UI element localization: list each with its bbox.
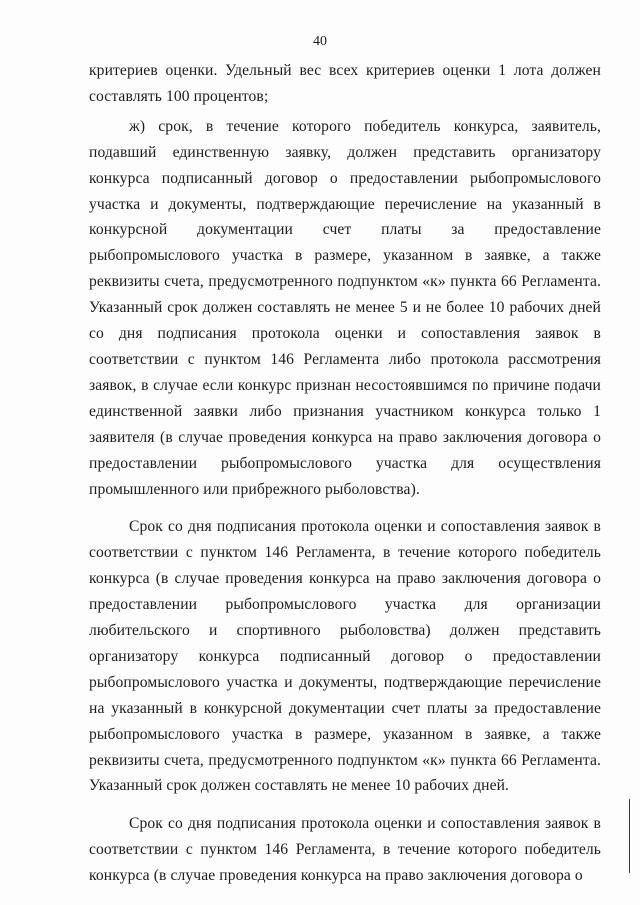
paragraph-next-term: Срок со дня подписания протокола оценки и сопоставления заявок в соответствии с пунктом 146 Регламента, в течение которого победитель конкурса (в случае проведения конкурса на право заключения договора о <box>89 815 601 885</box>
paragraph-criteria-weight: критериев оценки. Удельный вес всех критериев оценки 1 лота должен составлять 100 процентов; <box>89 62 601 105</box>
page-number: 40 <box>313 34 327 49</box>
document-body <box>89 58 601 889</box>
scan-edge-mark <box>629 799 630 873</box>
paragraph-amateur-fishing-term: Срок со дня подписания протокола оценки и сопоставления заявок в соответствии с пунктом 146 Регламента, в течение которого победитель конкурса (в случае проведения конкурса на право заключения договора о предоставлении рыбопромыслового участка для организации любительского и спортивного рыболовства) должен представить организатору конкурса подписанный договор о предоставлении рыбопромыслового участка и документы, подтверждающие перечисление на указанный в конкурсной документации счет платы за предоставление рыбопромыслового участка в размере, указанном в заявке, а также реквизиты счета, предусмотренного подпунктом «к» пункта 66 Регламента. Указанный срок должен составлять не менее 10 рабочих дней. <box>89 518 601 795</box>
paragraph-item-zh: ж) срок, в течение которого победитель конкурса, заявитель, подавший единственную заявку, должен представить организатору конкурса подписанный договор о предоставлении рыбопромыслового участка и документы, подтверждающие перечисление на указанный в конкурсной документации счет платы за предоставление рыбопромыслового участка в размере, указанном в заявке, а также реквизиты счета, предусмотренного подпунктом «к» пункта 66 Регламента. Указанный срок должен составлять не менее 5 и не более 10 рабочих дней со дня подписания протокола оценки и сопоставления заявок в соответствии с пунктом 146 Регламента либо протокола рассмотрения заявок, в случае если конкурс признан несостоявшимся по причине подачи единственной заявки либо признания участником конкурса только 1 заявителя (в случае проведения конкурса на право заключения договора о предоставлении рыбопромыслового участка для осуществления промышленного или прибрежного рыболовства). <box>89 117 601 498</box>
